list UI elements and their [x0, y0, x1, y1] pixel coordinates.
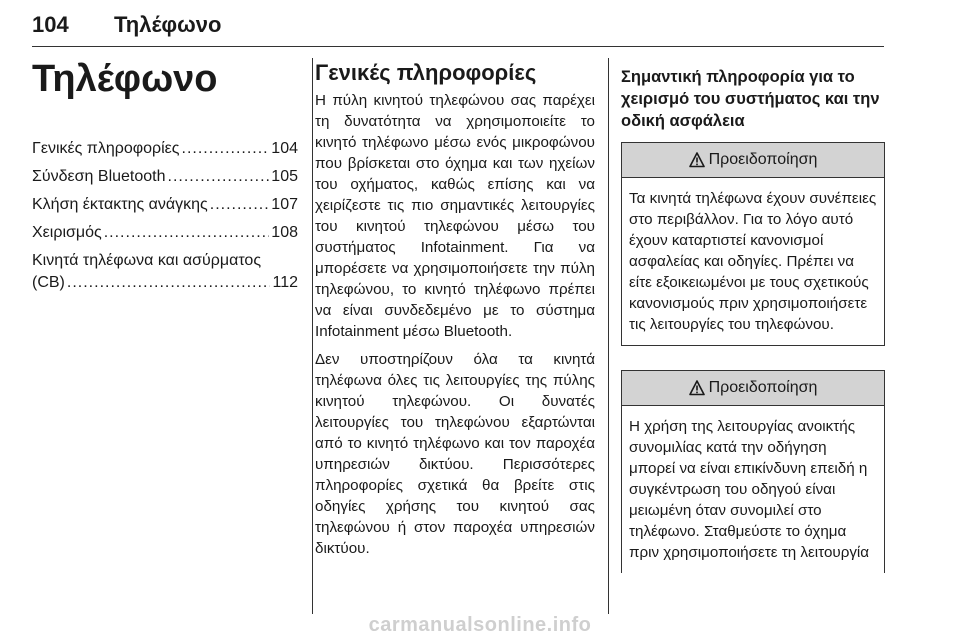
toc-entry-title: Γενικές πληροφορίες [32, 140, 180, 157]
warning-box [621, 142, 885, 346]
running-title: Τηλέφωνο [114, 12, 222, 37]
page-header [32, 10, 884, 47]
body-paragraph: Δεν υποστηρίζουν όλα τα κινητά τηλέφωνα όλες τις λειτουργίες της πύλης κινητού τηλεφώνου. Οι δυνατές λειτουργίες του τηλεφώνου εξαρτώνται από το κινητό τηλέφωνο και τον παροχέα υπηρεσιών δικτύου. Περισσότερες πληροφορίες σχετικά θα βρείτε στις οδηγίες χρήσης του κινητού σας τηλεφώνου ή στον παροχέα υπηρεσιών δικτύου. [315, 351, 595, 557]
toc-entry[interactable] [32, 138, 298, 160]
toc-entry[interactable] [32, 166, 298, 188]
subsection-title: Σημαντική πληροφορία για το χειρισμό του συστήματος και την οδική ασφάλεια [621, 68, 880, 130]
toc-entry-title: (CB) [32, 274, 65, 291]
warning-header [622, 371, 884, 406]
toc-entry[interactable] [32, 194, 298, 216]
warning-triangle-icon [689, 152, 705, 168]
toc-entry-page: 112 [272, 274, 298, 291]
column-divider [608, 58, 609, 614]
toc-entry-page: 108 [271, 224, 298, 241]
toc-entry-title: Χειρισμός [32, 224, 102, 241]
safety-section [621, 66, 885, 597]
section-title: Γενικές πληροφορίες [315, 60, 537, 85]
toc-entry-title: Σύνδεση Bluetooth [32, 168, 166, 185]
warning-text: Τα κινητά τηλέφωνα έχουν συνέπειες στο περιβάλλον. Για το λόγο αυτό έχουν καταρτιστεί κανονισμοί ασφαλείας και οδηγίες. Πρέπει να είτε εξοικειωμένοι με τους σχετικούς κανονισμούς πριν χρησιμοποιήσετε τις λειτουργίες του τηλεφώνου. [629, 190, 877, 333]
toc-entry-page: 107 [271, 196, 298, 213]
body-paragraph: Η πύλη κινητού τηλεφώνου σας παρέχει τη δυνατότητα να χρησιμοποιείτε το κινητό τηλέφωνο μέσω ενός μικροφώνου που βρίσκεται στο όχημα και των ηχείων του οχήματος, καθώς επίσης και να χειρίζεστε τις πιο σημαντικές λειτουργίες του κινητού τηλεφώνου μέσω του συστήματος Infotainment. Για να μπορέσετε να χρησιμοποιήσετε την πύλη τηλεφώνου, το κινητό τηλέφωνο πρέπει να είναι συνδεδεμένο με το σύστημα Infotainment μέσω Bluetooth. [315, 92, 595, 340]
toc-entry-title: Κλήση έκτακτης ανάγκης [32, 196, 208, 213]
column-divider [312, 58, 313, 614]
page-number: 104 [32, 12, 69, 37]
toc-entry-title-line1: Κινητά τηλέφωνα και ασύρματος [32, 252, 262, 269]
chapter-title: Τηλέφωνο [32, 58, 218, 100]
warning-box [621, 370, 885, 573]
toc-entry[interactable] [32, 250, 298, 294]
warning-triangle-icon [689, 380, 705, 396]
toc-entry-page: 104 [271, 140, 298, 157]
toc-entry-page: 105 [271, 168, 298, 185]
toc-column [32, 56, 298, 300]
warning-heading: Προειδοποίηση [708, 379, 818, 396]
warning-header [622, 143, 884, 178]
warning-text: Η χρήση της λειτουργίας ανοικτής συνομιλίας κατά την οδήγηση μπορεί να είναι επικίνδυνη επειδή η συγκέντρωση του οδηγού είναι μειωμένη όταν συνομιλεί στο τηλέφωνο. Σταθμεύστε το όχημα πριν χρησιμοποιήσετε τη λειτουργία [629, 418, 870, 561]
general-info-section [315, 60, 595, 566]
warning-heading: Προειδοποίηση [708, 151, 818, 168]
watermark: carmanualsonline.info [368, 614, 592, 636]
toc-entry[interactable] [32, 222, 298, 244]
